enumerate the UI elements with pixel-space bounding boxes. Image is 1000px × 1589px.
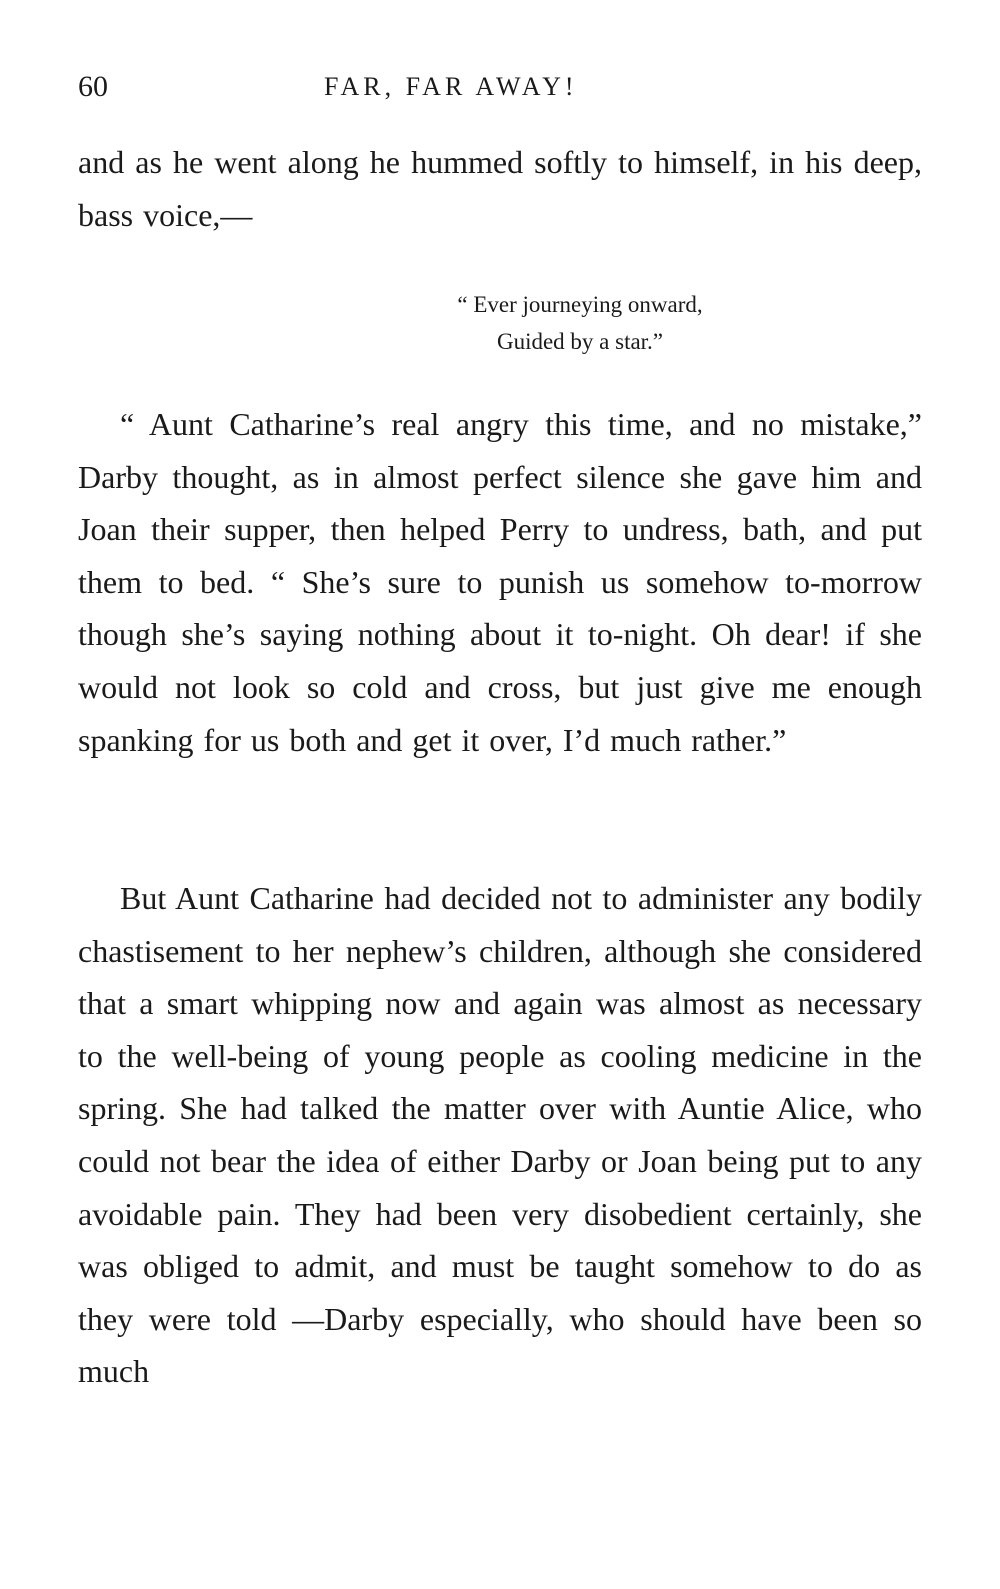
- page-number: 60: [78, 70, 108, 103]
- verse-line-2: Guided by a star.”: [496, 329, 664, 354]
- running-head: [78, 70, 922, 110]
- paragraph-3: But Aunt Catharine had decided not to administer any bodily chastisement to her nephew’s children, although she considered that a smart whipping now and again was almost as necessary to the well-being of young people as cooling medicine in the spring. She had talked the matter over with Auntie Alice, who could not bear the idea of either Darby or Joan being put to any avoidable pain. They had been very disobedient certainly, she was obliged to admit, and must be taught somehow to do as they were told —Darby especially, who should have been so much: [78, 880, 922, 1390]
- paragraph-1: and as he went along he hummed softly to himself, in his deep, bass voice,—: [78, 144, 922, 233]
- verse-quote: [78, 286, 922, 360]
- verse-line-1: “ Ever journeying onward,: [457, 292, 703, 317]
- paragraph-2: “ Aunt Catharine’s real angry this time, and no mistake,” Darby thought, as in almost perfect silence she gave him and Joan their supper, then helped Perry to undress, bath, and put them to bed. “ She’s sure to punish us somehow to-morrow though she’s saying nothing about it to-night. Oh dear! if she would not look so cold and cross, but just give me enough spanking for us both and get it over, I’d much rather.”: [78, 406, 922, 758]
- running-title: FAR, FAR AWAY!: [324, 72, 578, 101]
